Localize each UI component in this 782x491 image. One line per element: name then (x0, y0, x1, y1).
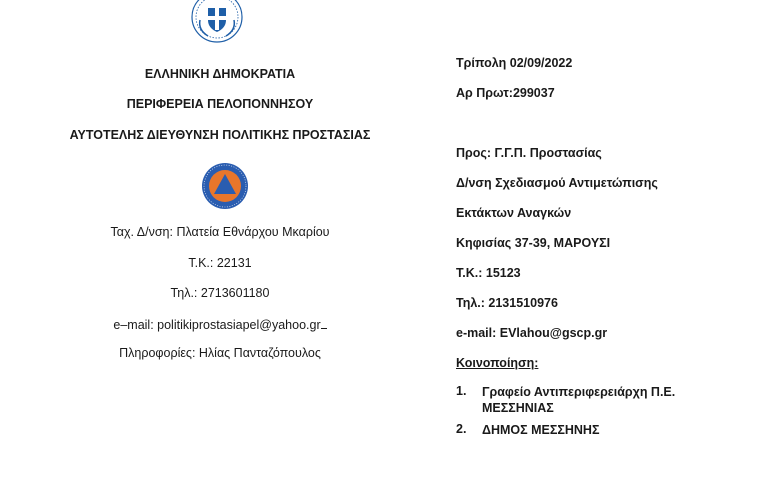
cc-item-text: Γραφείο Αντιπεριφερειάρχη Π.Ε. ΜΕΣΣΗΝΙΑΣ (482, 385, 676, 415)
sender-info-contact: Πληροφορίες: Ηλίας Πανταζόπουλος (119, 346, 321, 360)
protocol-number: Αρ Πρωτ:299037 (456, 86, 555, 100)
recipient-department-2: Εκτάκτων Αναγκών (456, 206, 572, 220)
cc-heading: Κοινοποίηση: (456, 356, 539, 370)
cc-list-item (456, 384, 756, 418)
recipient-column (440, 0, 782, 491)
recipient-email: e-mail: EVlahou@gscp.gr (456, 326, 608, 340)
greek-coat-of-arms-icon (190, 0, 244, 44)
cc-item-number: 2. (456, 422, 467, 436)
civil-protection-logo-icon (201, 162, 249, 210)
recipient-to: Προς: Γ.Γ.Π. Προστασίας (456, 146, 602, 160)
sender-email-line (0, 317, 440, 332)
recipient-phone: Τηλ.: 2131510976 (456, 296, 558, 310)
sender-address: Ταχ. Δ/νση: Πλατεία Εθνάρχου Μκαρίου (110, 225, 330, 239)
sender-country: ΕΛΛΗΝΙΚΗ ΔΗΜΟΚΡΑΤΙΑ (144, 67, 296, 81)
sender-department: ΑΥΤΟΤΕΛΗΣ ΔΙΕΥΘΥΝΣΗ ΠΟΛΙΤΙΚΗΣ ΠΡΟΣΤΑΣΙΑΣ (69, 128, 371, 142)
sender-region: ΠΕΡΙΦΕΡΕΙΑ ΠΕΛΟΠΟΝΝΗΣΟΥ (126, 97, 314, 111)
cc-list-item (456, 422, 756, 440)
cc-item-number: 1. (456, 384, 467, 398)
sender-phone: Τηλ.: 2713601180 (170, 286, 270, 300)
document-date: Τρίπολη 02/09/2022 (456, 56, 573, 70)
sender-postal-code: Τ.Κ.: 22131 (188, 256, 252, 270)
recipient-department-1: Δ/νση Σχεδιασμού Αντιμετώπισης (456, 176, 658, 190)
cc-item-text: ΔΗΜΟΣ ΜΕΣΣΗΝΗΣ (482, 423, 600, 437)
email-underline (321, 317, 327, 329)
sender-email[interactable]: e–mail: politikiprostasiapel@yahoo.gr (113, 318, 321, 332)
recipient-postal-code: Τ.Κ.: 15123 (456, 266, 521, 280)
recipient-address: Κηφισίας 37-39, ΜΑΡΟΥΣΙ (456, 236, 611, 250)
